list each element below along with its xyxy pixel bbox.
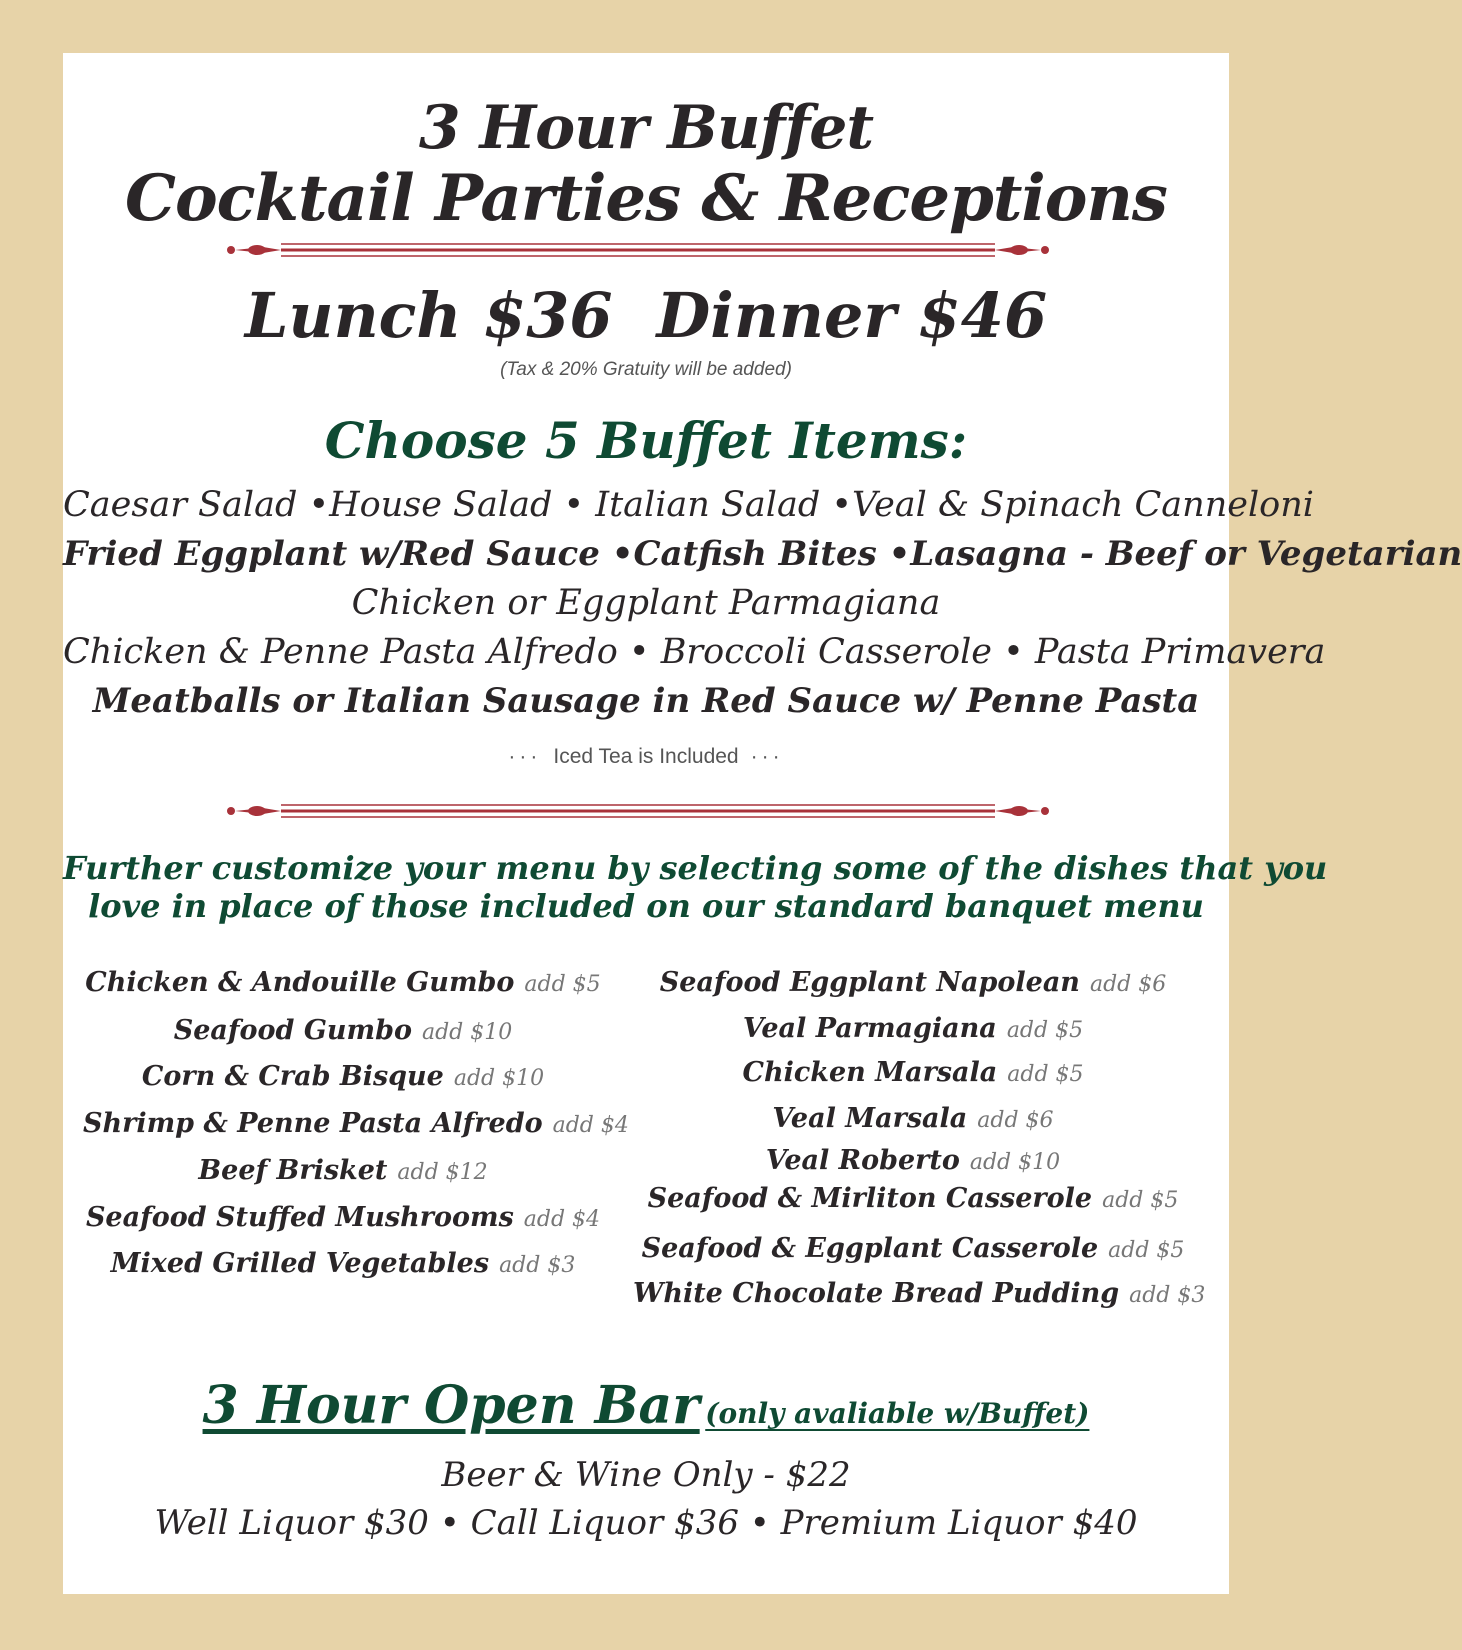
- customize-line-1: Further customize your menu by selecting some of the dishes that you: [63, 849, 1328, 887]
- ornamental-divider-top: [223, 240, 1053, 260]
- tea-note-line: [63, 745, 1229, 769]
- addon-item: [633, 967, 1193, 998]
- addon-item: [83, 1248, 603, 1279]
- open-bar-heading: [63, 1375, 1229, 1436]
- addon-name: Shrimp & Penne Pasta Alfredo: [83, 1108, 543, 1139]
- buffet-line-1: Caesar Salad •House Salad • Italian Salad •Veal & Spinach Canneloni: [63, 485, 1314, 525]
- addon-price: add $10: [421, 1020, 513, 1045]
- addon-item: [83, 1061, 603, 1092]
- tax-note: (Tax & 20% Gratuity will be added): [500, 359, 792, 380]
- addon-item: [83, 1015, 603, 1046]
- addon-price: add $3: [1129, 1283, 1206, 1308]
- addon-name: Veal Parmagiana: [742, 1013, 997, 1044]
- addon-item: [633, 1183, 1193, 1214]
- dinner-price: Dinner $46: [656, 279, 1048, 352]
- pricing-line: [63, 279, 1229, 352]
- addon-item: [633, 1278, 1206, 1309]
- addon-price: add $5: [1007, 1062, 1084, 1087]
- buffet-heading: Choose 5 Buffet Items:: [324, 411, 968, 470]
- addon-name: Beef Brisket: [198, 1155, 388, 1186]
- addon-name: Seafood & Mirliton Casserole: [647, 1183, 1093, 1214]
- addon-item: [633, 1057, 1193, 1088]
- addon-price: add $5: [1006, 1018, 1084, 1043]
- dots-right: ···: [750, 745, 784, 768]
- addon-item: [633, 1103, 1193, 1134]
- open-bar-subtitle: (only avaliable w/Buffet): [705, 1397, 1090, 1430]
- addon-price: add $6: [977, 1108, 1054, 1133]
- open-bar-line-2: Well Liquor $30 • Call Liquor $36 • Premium Liquor $40: [154, 1503, 1138, 1543]
- addon-name: Veal Roberto: [765, 1145, 960, 1176]
- addon-price: add $5: [524, 972, 601, 997]
- addon-item: [83, 1202, 603, 1233]
- title-line-1: 3 Hour Buffet: [418, 93, 874, 163]
- addon-item: [633, 1145, 1193, 1176]
- addon-name: Chicken & Andouille Gumbo: [85, 967, 515, 998]
- buffet-line-5: Meatballs or Italian Sausage in Red Sauce w/ Penne Pasta: [92, 681, 1200, 721]
- addon-price: add $5: [1102, 1188, 1179, 1213]
- customize-line-2: love in place of those included on our standard banquet menu: [88, 887, 1204, 925]
- addon-name: Mixed Grilled Vegetables: [110, 1248, 490, 1279]
- addon-name: Seafood Stuffed Mushrooms: [85, 1202, 514, 1233]
- addon-name: Seafood Eggplant Napolean: [659, 967, 1080, 998]
- addon-price: add $5: [1108, 1238, 1185, 1263]
- buffet-line-2: Fried Eggplant w/Red Sauce •Catfish Bites •Lasagna - Beef or Vegetarian: [63, 534, 1462, 574]
- addon-price: add $4: [552, 1113, 629, 1138]
- addon-name: Seafood Gumbo: [173, 1015, 412, 1046]
- addon-item: [83, 1108, 629, 1139]
- addon-price: add $6: [1089, 972, 1167, 997]
- dots-left: ···: [508, 745, 542, 768]
- buffet-line-4: Chicken & Penne Pasta Alfredo • Broccoli Casserole • Pasta Primavera: [63, 632, 1326, 672]
- open-bar-title: 3 Hour Open Bar: [202, 1375, 700, 1436]
- menu-page: [63, 53, 1462, 1594]
- addon-price: add $4: [523, 1207, 601, 1232]
- addon-name: Veal Marsala: [772, 1103, 968, 1134]
- addon-price: add $3: [499, 1253, 576, 1278]
- addon-price: add $10: [453, 1066, 545, 1091]
- addon-name: White Chocolate Bread Pudding: [633, 1278, 1120, 1309]
- addon-item: [83, 1155, 603, 1186]
- open-bar-line-1: Beer & Wine Only - $22: [441, 1455, 851, 1495]
- tea-note: Iced Tea is Included: [553, 745, 739, 768]
- lunch-price: Lunch $36: [244, 279, 613, 352]
- addon-item: [83, 967, 603, 998]
- addon-name: Seafood & Eggplant Casserole: [641, 1233, 1099, 1264]
- title-line-2: Cocktail Parties & Receptions: [125, 161, 1167, 236]
- addon-name: Chicken Marsala: [742, 1057, 998, 1088]
- addon-price: add $12: [397, 1160, 488, 1185]
- buffet-line-3: Chicken or Eggplant Parmagiana: [351, 583, 941, 623]
- addon-price: add $10: [969, 1150, 1061, 1175]
- ornamental-divider-middle: [223, 801, 1053, 821]
- addon-name: Corn & Crab Bisque: [141, 1061, 444, 1092]
- addon-item: [633, 1233, 1193, 1264]
- addon-item: [633, 1013, 1193, 1044]
